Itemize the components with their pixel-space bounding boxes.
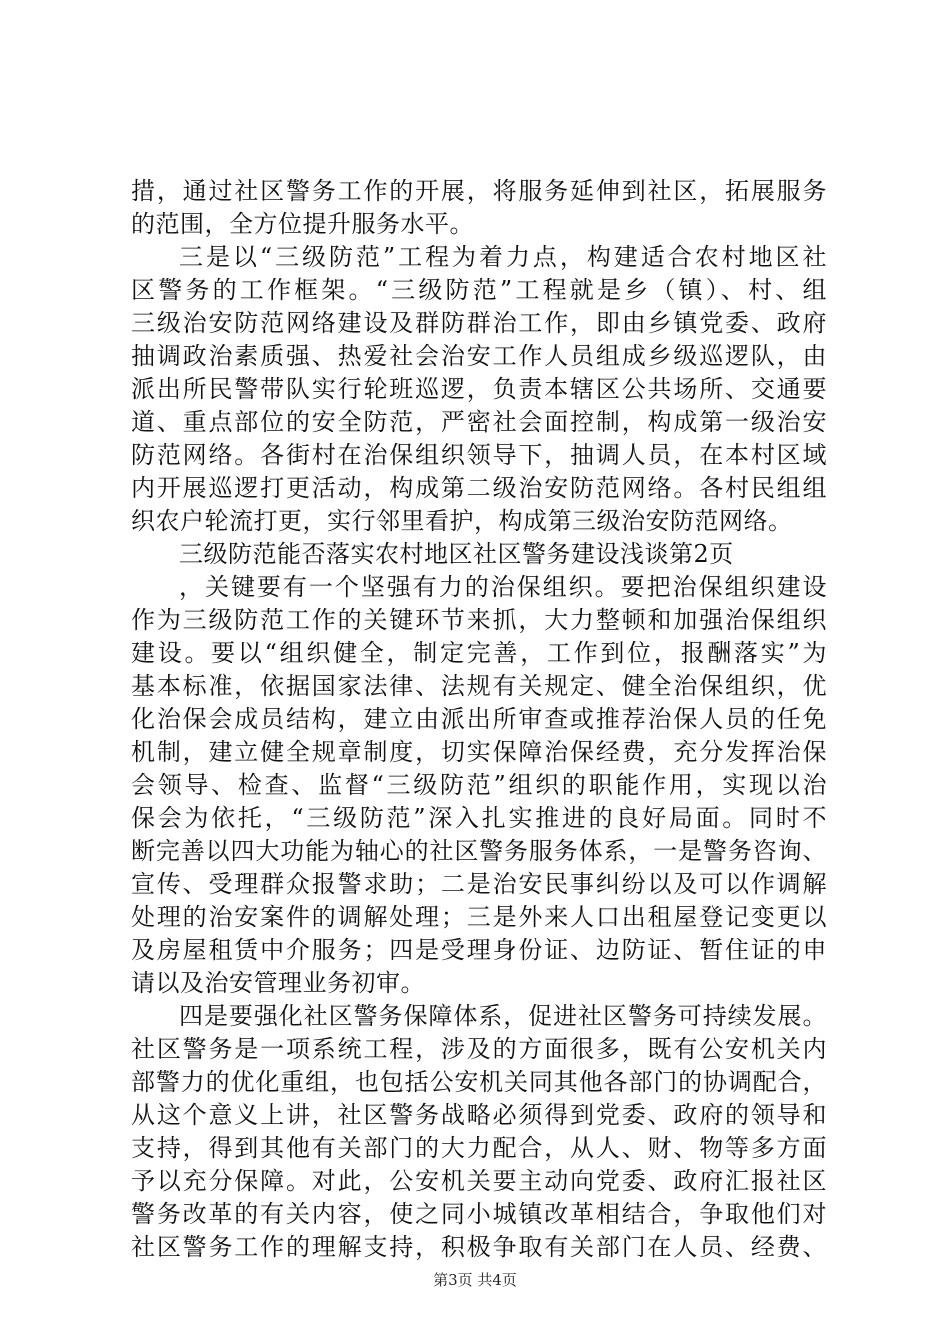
text-line: 请以及治安管理业务初审。 [131,969,425,997]
text-line: 的范围，全方位提升服务水平。 [131,210,474,238]
text-line: 防范网络。各街村在治保组织领导下，抽调人员，在本村区域 [131,441,827,469]
text-line: 处理的治安案件的调解处理；三是外来人口出租屋登记变更以 [131,903,827,931]
text-line: 织农户轮流打更，实行邻里看护，构成第三级治安防范网络。 [131,507,793,535]
text-line: 区警务的工作框架。“三级防范”工程就是乡（镇）、村、组 [131,276,827,304]
text-line: 机制，建立健全规章制度，切实保障治保经费，充分发挥治保 [131,738,827,766]
text-line: 及房屋租赁中介服务；四是受理身份证、边防证、暂住证的申 [131,936,827,964]
text-line: 予以充分保障。对此，公安机关要主动向党委、政府汇报社区 [131,1167,827,1195]
text-line: ，关键要有一个坚强有力的治保组织。要把治保组织建设 [179,573,827,601]
text-line: 断完善以四大功能为轴心的社区警务服务体系，一是警务咨询、 [131,837,827,865]
text-line: 保会为依托，“三级防范”深入扎实推进的良好局面。同时不 [131,804,827,832]
page-number: 第3页 共4页 [433,1271,517,1289]
text-line: 四是要强化社区警务保障体系，促进社区警务可持续发展。 [179,1002,827,1030]
text-line: 社区警务工作的理解支持，积极争取有关部门在人员、经费、 [131,1233,827,1261]
text-line: 化治保会成员结构，建立由派出所审查或推荐治保人员的任免 [131,705,827,733]
text-line: 会领导、检查、监督“三级防范”组织的职能作用，实现以治 [131,771,827,799]
text-line: 抽调政治素质强、热爱社会治安工作人员组成乡级巡逻队，由 [131,342,827,370]
text-line: 作为三级防范工作的关键环节来抓，大力整顿和加强治保组织 [131,606,827,634]
text-line: 三级治安防范网络建设及群防群治工作，即由乡镇党委、政府 [131,309,827,337]
text-line: 建设。要以“组织健全，制定完善，工作到位，报酬落实”为 [131,639,827,667]
text-line: 措，通过社区警务工作的开展，将服务延伸到社区，拓展服务 [131,177,827,205]
text-line: 内开展巡逻打更活动，构成第二级治安防范网络。各村民组组 [131,474,827,502]
text-line: 道、重点部位的安全防范，严密社会面控制，构成第一级治安 [131,408,827,436]
text-line: 支持，得到其他有关部门的大力配合，从人、财、物等多方面 [131,1134,827,1162]
section-title-line: 三级防范能否落实农村地区社区警务建设浅谈第2页 [179,540,734,568]
text-line: 宣传、受理群众报警求助；二是治安民事纠纷以及可以作调解 [131,870,827,898]
text-line: 警务改革的有关内容，使之同小城镇改革相结合，争取他们对 [131,1200,827,1228]
text-line: 社区警务是一项系统工程，涉及的方面很多，既有公安机关内 [131,1035,827,1063]
text-line: 部警力的优化重组，也包括公安机关同其他各部门的协调配合， [131,1068,827,1096]
text-line: 派出所民警带队实行轮班巡逻，负责本辖区公共场所、交通要 [131,375,827,403]
body-text [131,175,827,1264]
text-line: 从这个意义上讲，社区警务战略必须得到党委、政府的领导和 [131,1101,827,1129]
text-line: 基本标准，依据国家法律、法规有关规定、健全治保组织，优 [131,672,827,700]
text-line: 三是以“三级防范”工程为着力点，构建适合农村地区社 [179,243,827,271]
